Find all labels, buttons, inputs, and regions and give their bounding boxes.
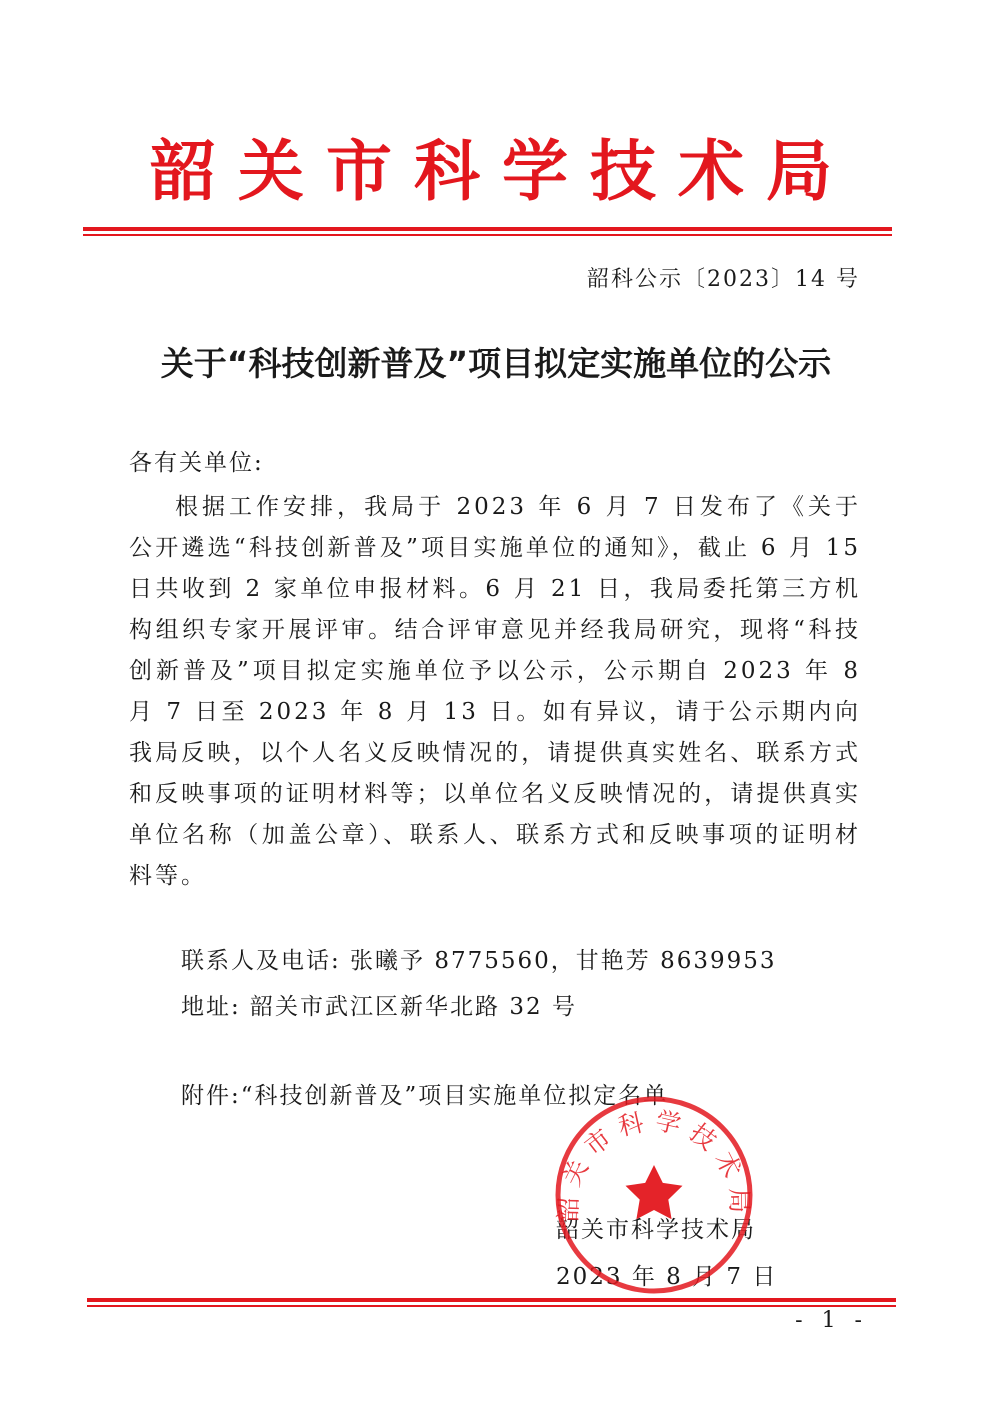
star-icon: [626, 1165, 683, 1219]
attachment-line: 附件:“科技创新普及”项目实施单位拟定名单: [181, 1083, 669, 1109]
notice-title: 关于“科技创新普及”项目拟定实施单位的公示: [160, 344, 832, 383]
notice-body: 根据工作安排，我局于 2023 年 6 月 7 日发布了《关于公开遴选“科技创新普及”项目实施单位的通知》，截止 6 月 15 日共收到 2 家单位申报材料。6 月 21 日，我局委托第三方机构组织专家开展评审。结合评审意见并经我局研究，现将“科技创新普及”项目拟定实施单位予以公示，公示期自 2023 年 8 月 7 日至 2023 年 8 月 13 日。如有异议，请于公示期内向我局反映，以个人名义反映情况的，请提供真实姓名、联系方式和反映事项的证明材料等；以单位名义反映情况的，请提供真实单位名称（加盖公章）、联系人、联系方式和反映事项的证明材料等。: [129, 494, 861, 889]
footer-rule-thick: [87, 1298, 896, 1302]
salutation: 各有关单位:: [129, 450, 264, 476]
signature-org: 韶关市科学技术局: [556, 1217, 756, 1243]
header-rule-thin: [83, 234, 892, 236]
seal-text: 韶关市科学技术局: [554, 1105, 754, 1223]
address-line: 地址: 韶关市武江区新华北路 32 号: [181, 994, 577, 1020]
signature-date: 2023 年 8 月 7 日: [556, 1264, 778, 1290]
page-number: - 1 -: [795, 1308, 868, 1333]
org-letterhead: 韶关市科学技术局: [150, 132, 854, 210]
document-number: 韶科公示〔2023〕14 号: [587, 267, 860, 292]
header-rule-thick: [83, 227, 892, 231]
contact-line: 联系人及电话: 张曦予 8775560，甘艳芳 8639953: [181, 948, 777, 974]
official-seal: [554, 1095, 754, 1295]
footer-rule-thin: [87, 1305, 896, 1307]
